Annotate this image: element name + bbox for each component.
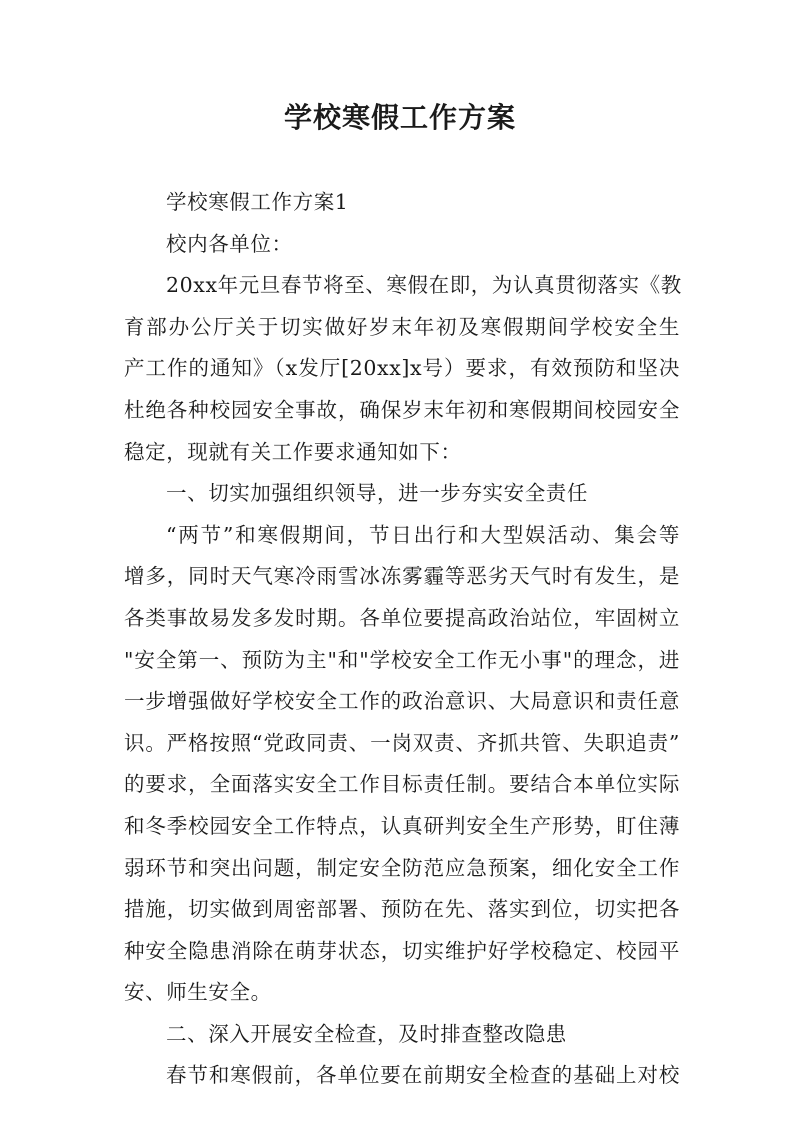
paragraph-line: 杜绝各种校园安全事故，确保岁末年初和寒假期间校园安全 [124,397,680,422]
paragraph-line: 弱环节和突出问题，制定安全防范应急预案，细化安全工作 [124,855,680,880]
paragraph-line: 育部办公厅关于切实做好岁末年初及寒假期间学校安全生 [124,314,680,339]
paragraph-line: 各类事故易发多发时期。各单位要提高政治站位，牢固树立 [124,605,680,630]
document-title: 学校寒假工作方案 [283,101,516,134]
paragraph-line: 稳定，现就有关工作要求通知如下： [124,439,462,464]
paragraph-line: "安全第一、预防为主"和"学校安全工作无小事"的理念，进 [124,647,680,672]
paragraph-line: 春节和寒假前，各单位要在前期安全检查的基础上对校 [166,1063,680,1088]
paragraph-line: 种安全隐患消除在萌芽状态，切实维护好学校稳定、校园平 [124,938,680,963]
paragraph-line: 措施，切实做到周密部署、预防在先、落实到位，切实把各 [124,897,680,922]
paragraph-line: 的要求，全面落实安全工作目标责任制。要结合本单位实际 [124,772,680,797]
paragraph-line: 识。严格按照“党政同责、一岗双责、齐抓共管、失职追责” [124,730,680,755]
paragraph-line: 20xx年元旦春节将至、寒假在即，为认真贯彻落实《教 [166,273,682,298]
paragraph-line: 安、师生安全。 [124,980,272,1005]
section-heading: 一、切实加强组织领导，进一步夯实安全责任 [166,481,588,506]
paragraph-line: 一步增强做好学校安全工作的政治意识、大局意识和责任意 [124,689,680,714]
section-heading: 学校寒假工作方案1 [166,190,349,214]
paragraph-line: 增多，同时天气寒冷雨雪冰冻雾霾等恶劣天气时有发生，是 [124,564,680,589]
paragraph-line: 和冬季校园安全工作特点，认真研判安全生产形势，盯住薄 [124,813,680,838]
salutation: 校内各单位： [166,231,293,256]
document-body [124,182,680,1097]
paragraph-line: 产工作的通知》（x发厅[20xx]x号）要求，有效预防和坚决 [124,356,680,381]
section-heading: 二、深入开展安全检查，及时排查整改隐患 [166,1021,567,1046]
paragraph-line: “两节”和寒假期间，节日出行和大型娱活动、集会等 [166,522,680,547]
